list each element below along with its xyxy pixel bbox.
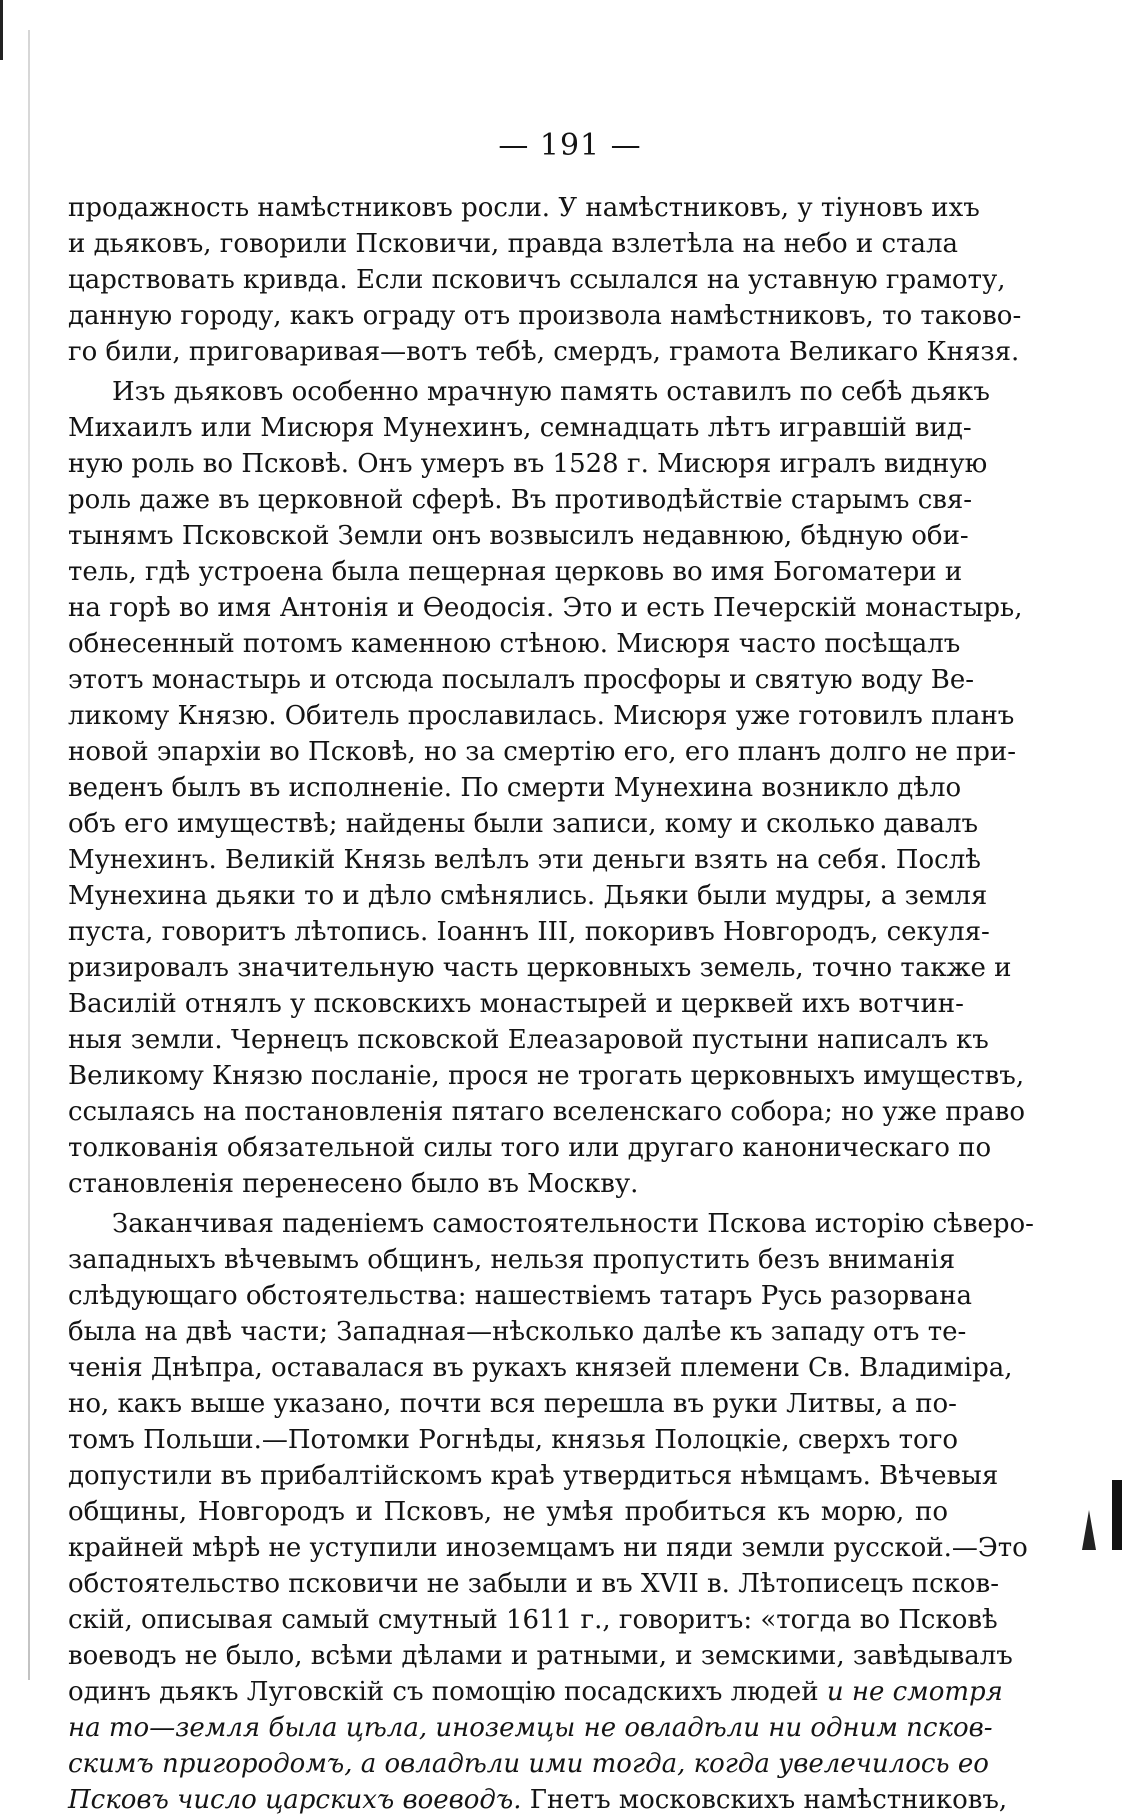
text-line: Заканчивая паденіемъ самостоятельности Пскова исторію сѣверо- xyxy=(112,1209,1034,1239)
text-line: общины, Новгородъ и Псковъ, не умѣя пробиться къ морю, по xyxy=(68,1497,948,1527)
text-line: скій, описывая самый смутный 1611 г., говоритъ: «тогда во Псковѣ xyxy=(68,1605,998,1635)
text-line: и дьяковъ, говорили Псковичи, правда взлетѣла на небо и стала xyxy=(68,229,958,259)
text-line: ликому Князю. Обитель прославилась. Мисюря уже готовилъ планъ xyxy=(68,701,1015,731)
text-line: крайней мѣрѣ не уступили иноземцамъ ни пяди земли русской.—Это xyxy=(68,1533,1028,1563)
text-line: тель, гдѣ устроена была пещерная церковь во имя Богоматери и xyxy=(68,557,963,587)
text-line: царствовать кривда. Если псковичъ ссылался на уставную грамоту, xyxy=(68,265,1006,295)
text-line: обнесенный потомъ каменною стѣною. Мисюря часто посѣщалъ xyxy=(68,629,961,659)
text-line xyxy=(68,1782,1008,1818)
italic-tail xyxy=(68,1674,1008,1818)
text-line: этотъ монастырь и отсюда посылалъ просфоры и святую воду Ве- xyxy=(68,665,975,695)
text-line: ченія Днѣпра, оставалася въ рукахъ князей племени Св. Владиміра, xyxy=(68,1353,1013,1383)
text-line: становленія перенесено было въ Москву. xyxy=(68,1169,639,1199)
paragraph xyxy=(68,374,1025,1202)
text-line: воеводъ не было, всѣми дѣлами и ратными, и земскими, завѣдывалъ xyxy=(68,1641,1013,1671)
text-line: на горѣ во имя Антонія и Ѳеодосія. Это и есть Печерскій монастырь, xyxy=(68,593,1023,623)
text-line xyxy=(68,1674,1003,1710)
text-line: слѣдующаго обстоятельства: нашествіемъ татаръ Русь разорвана xyxy=(68,1281,973,1311)
text-line: пуста, говоритъ лѣтопись. Іоаннъ III, покоривъ Новгородъ, секуля- xyxy=(68,917,990,947)
text-line: Мунехина дьяки то и дѣло смѣнялись. Дьяки были мудры, а земля xyxy=(68,881,988,911)
text-line: но, какъ выше указано, почти вся перешла въ руки Литвы, а по- xyxy=(68,1389,957,1419)
text-line: ную роль во Псковѣ. Онъ умеръ въ 1528 г. Мисюря игралъ видную xyxy=(68,449,988,479)
text-line: Мунехинъ. Великій Князь велѣлъ эти деньги взять на себя. Послѣ xyxy=(68,845,981,875)
scan-margin-mark xyxy=(1112,1480,1122,1550)
scan-margin-mark xyxy=(1082,1510,1096,1550)
text-line: го били, приговаривая—вотъ тебѣ, смердъ, грамота Великаго Князя. xyxy=(68,337,1020,367)
text-line: томъ Польши.—Потомки Рогнѣды, князья Полоцкіе, сверхъ того xyxy=(68,1425,958,1455)
text-line: Михаилъ или Мисюря Мунехинъ, семнадцать лѣтъ игравшій вид- xyxy=(68,413,972,443)
text-line: данную городу, какъ ограду отъ произвола намѣстниковъ, то таково- xyxy=(68,301,1022,331)
text-span: одинъ дьякъ Луговскій съ помощію посадскихъ людей xyxy=(68,1677,827,1707)
text-line: веденъ былъ въ исполненіе. По смерти Мунехина возникло дѣло xyxy=(68,773,962,803)
text-line: Изъ дьяковъ особенно мрачную память оставилъ по себѣ дьякъ xyxy=(112,377,990,407)
body-text xyxy=(68,190,1034,1818)
text-line: западныхъ вѣчевымъ общинъ, нельзя пропустить безъ вниманія xyxy=(68,1245,956,1275)
text-line: ныя земли. Чернецъ псковской Елеазаровой пустыни написалъ къ xyxy=(68,1025,989,1055)
text-line: была на двѣ части; Западная—нѣсколько далѣе къ западу отъ те- xyxy=(68,1317,967,1347)
text-line: Великому Князю посланіе, прося не трогать церковныхъ имуществъ, xyxy=(68,1061,1025,1091)
text-line: толкованія обязательной силы того или другаго каноническаго по xyxy=(68,1133,992,1163)
text-line: тынямъ Псковской Земли онъ возвысилъ недавнюю, бѣдную оби- xyxy=(68,521,969,551)
paragraph xyxy=(68,190,1022,370)
text-span: Гнетъ московскихъ намѣстниковъ, xyxy=(521,1785,1008,1815)
text-line: на то—земля была цѣла, иноземцы не овладѣли ни одним псков- xyxy=(68,1713,993,1743)
italic-span: Псковъ число царскихъ воеводъ. xyxy=(68,1785,522,1815)
paragraph xyxy=(68,1206,1034,1674)
text-line: объ его имуществѣ; найдены были записи, кому и сколько давалъ xyxy=(68,809,979,839)
italic-span: и не смотря xyxy=(826,1677,1003,1707)
text-line: допустили въ прибалтійскомъ краѣ утвердиться нѣмцамъ. Вѣчевыя xyxy=(68,1461,999,1491)
text-line: ризировалъ значительную часть церковныхъ земель, точно также и xyxy=(68,953,1012,983)
text-line: роль даже въ церковной сферѣ. Въ противодѣйствіе старымъ свя- xyxy=(68,485,973,515)
text-line: продажность намѣстниковъ росли. У намѣстниковъ, у тіуновъ ихъ xyxy=(68,193,980,223)
binding-edge xyxy=(28,30,30,1680)
page-number: — 191 — xyxy=(498,128,642,163)
text-line: обстоятельство псковичи не забыли и въ XVII в. Лѣтописецъ псков- xyxy=(68,1569,999,1599)
paragraphs xyxy=(68,190,1034,1674)
text-line: ссылаясь на постановленія пятаго вселенскаго собора; но уже право xyxy=(68,1097,1025,1127)
text-line: скимъ пригородомъ, а овладѣли ими тогда, когда увелечилось ео xyxy=(68,1749,989,1779)
page-edge-shadow xyxy=(0,0,3,60)
text-line: Василій отнялъ у псковскихъ монастырей и церквей ихъ вотчин- xyxy=(68,989,964,1019)
text-line: новой эпархіи во Псковѣ, но за смертію его, его планъ долго не при- xyxy=(68,737,1017,767)
